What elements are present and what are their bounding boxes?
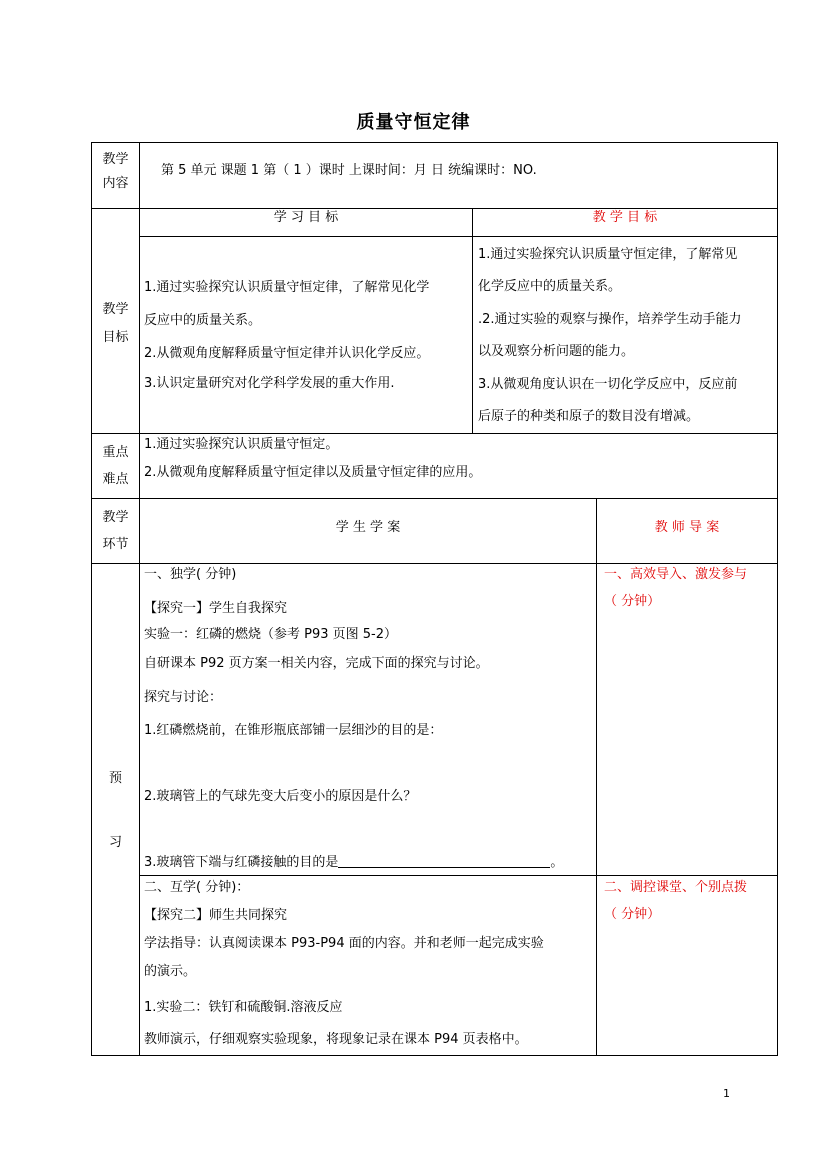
row-label-stage: 教学 环节	[102, 510, 129, 552]
student-objectives-header: 学 习 目 标	[273, 210, 339, 225]
row-label-preview: 预	[108, 771, 122, 786]
row-label-content: 教学 内容	[102, 152, 129, 191]
section-heading-group-study: 二、互学( 分钟)：	[144, 880, 250, 895]
teacher-step-time: （ 分钟）	[604, 594, 661, 609]
method-guide-line: 学法指导：认真阅读课本 P93-P94 面的内容。并和老师一起完成实验	[144, 936, 544, 951]
row-label-preview: 习	[108, 835, 122, 850]
answer-blank	[338, 853, 550, 868]
experiment-line: 实验一：红磷的燃烧（参考 P93 页图 5-2）	[144, 627, 398, 642]
student-objective-line: 反应中的质量关系。	[144, 313, 262, 328]
teacher-objective-line: 以及观察分析问题的能力。	[478, 344, 635, 359]
section-heading-self-study: 一、独学( 分钟)	[144, 567, 237, 582]
explore-heading: 【探究一】学生自我探究	[144, 601, 288, 616]
row-label-objectives: 教学 目标	[102, 302, 129, 345]
student-plan-header: 学 生 学 案	[335, 520, 401, 535]
page-number: 1	[723, 1087, 730, 1100]
teacher-step-time: （ 分钟）	[604, 907, 661, 922]
explore-heading: 【探究二】师生共同探究	[144, 908, 288, 923]
teacher-step-heading: 二、调控课堂、个别点拨	[604, 880, 748, 895]
method-guide-line: 的演示。	[144, 964, 197, 979]
question-line: 1.红磷燃烧前，在锥形瓶底部铺一层细沙的目的是：	[144, 723, 443, 738]
discussion-heading: 探究与讨论：	[144, 690, 223, 705]
teacher-objective-line: 化学反应中的质量关系。	[478, 279, 622, 294]
student-objective-line: 3.认识定量研究对化学科学发展的重大作用.	[144, 376, 395, 391]
teacher-objective-line: 1.通过实验探究认识质量守恒定律，了解常见	[478, 247, 738, 262]
teacher-objectives-header: 教 学 目 标	[592, 210, 658, 225]
lesson-info: 第 5 单元 课题 1 第（ 1 ）课时 上课时间：月 日 统编课时：NO.	[161, 163, 537, 178]
student-objective-line: 1.通过实验探究认识质量守恒定律，了解常见化学	[144, 280, 430, 295]
experiment-line: 1.实验二：铁钉和硫酸铜.溶液反应	[144, 1000, 343, 1015]
instruction-line: 自研课本 P92 页方案一相关内容，完成下面的探究与讨论。	[144, 656, 489, 671]
page-title: 质量守恒定律	[356, 112, 471, 133]
question-line: 2.玻璃管上的气球先变大后变小的原因是什么？	[144, 789, 417, 804]
key-point-line: 2.从微观角度解释质量守恒定律以及质量守恒定律的应用。	[144, 465, 482, 480]
student-objective-line: 2.从微观角度解释质量守恒定律并认识化学反应。	[144, 346, 430, 361]
question-line: 3.玻璃管下端与红磷接触的目的是 。	[144, 855, 564, 870]
teacher-objective-line: 3.从微观角度认识在一切化学反应中，反应前	[478, 377, 738, 392]
teacher-plan-header: 教 师 导 案	[654, 520, 720, 535]
teacher-objective-line: 后原子的种类和原子的数目没有增减。	[478, 409, 700, 424]
row-label-key-points: 重点 难点	[102, 445, 129, 487]
teacher-objective-line: .2.通过实验的观察与操作，培养学生动手能力	[478, 312, 742, 327]
key-point-line: 1.通过实验探究认识质量守恒定。	[144, 437, 339, 452]
instruction-line: 教师演示，仔细观察实验现象，将现象记录在课本 P94 页表格中。	[144, 1032, 528, 1047]
teacher-step-heading: 一、高效导入、激发参与	[604, 567, 748, 582]
